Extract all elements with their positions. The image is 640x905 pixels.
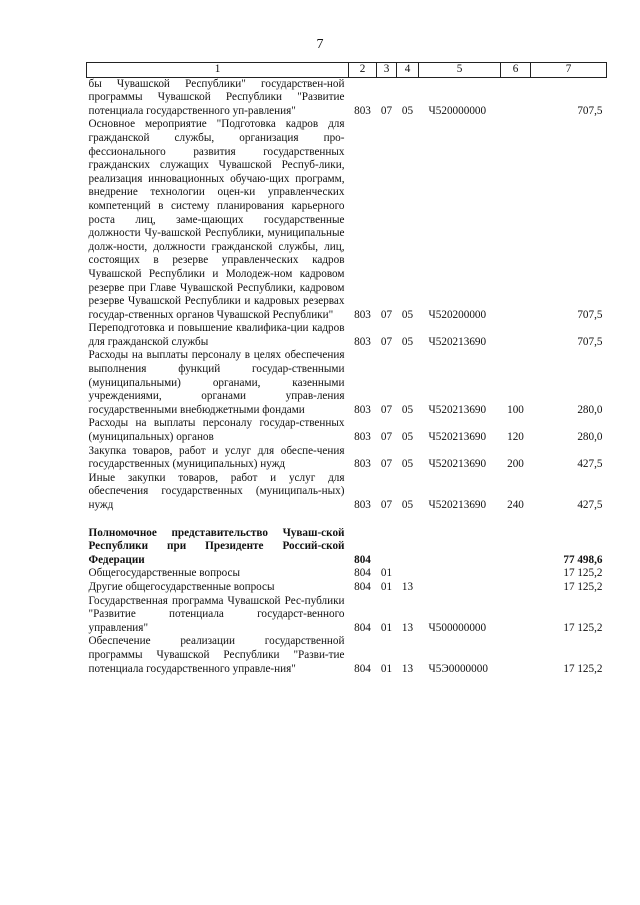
row-subsection-code: 05 <box>401 104 414 117</box>
row-expense-type <box>501 581 531 595</box>
row-ministry-code: 804 <box>354 580 371 593</box>
row-name-cell: Закупка товаров, работ и услуг для обеспе-чения государственных (муниципальных) нужд <box>88 444 345 471</box>
row-subsection-code: 05 <box>401 403 414 416</box>
row-section-code: 01 <box>380 621 393 634</box>
row-target-article: Ч520213690 <box>428 431 487 444</box>
row-amount: 280,0 <box>577 403 603 416</box>
row-ministry-code: 803 <box>354 104 371 117</box>
row-target-article: Ч520213690 <box>428 458 487 471</box>
row-section-code: 01 <box>380 580 393 593</box>
row-target-article: Ч5Э0000000 <box>428 662 488 675</box>
row-amount: 17 125,2 <box>563 580 603 593</box>
row-name-cell: Другие общегосударственные вопросы <box>88 580 275 593</box>
row-amount: 707,5 <box>577 104 603 117</box>
row-expense-type <box>501 567 531 581</box>
row-target-article: Ч520213690 <box>428 403 487 416</box>
row-target-article <box>419 581 501 595</box>
row-amount: 17 125,2 <box>563 621 603 634</box>
row-target-article: Ч500000000 <box>428 621 487 634</box>
row-ministry-code: 804 <box>354 553 371 566</box>
row-name-cell: Расходы на выплаты персоналу государ-ственных (муниципальных) органов <box>88 417 345 444</box>
row-name-cell: Переподготовка и повышение квалифика-ции кадров для гражданской службы <box>88 322 345 348</box>
row-amount: 17 125,2 <box>563 567 603 580</box>
row-subsection-code <box>397 567 419 581</box>
row-expense-type <box>501 118 531 322</box>
table-row <box>87 118 607 322</box>
row-section-code: 07 <box>380 104 393 117</box>
budget-table <box>86 62 607 676</box>
row-subsection-code: 05 <box>401 458 414 471</box>
row-section-code: 01 <box>380 567 393 580</box>
row-name-cell: Полномочное представительство Чуваш-ской Республики при Президенте Россий-ской Федерации <box>88 526 345 566</box>
header-col-7: 7 <box>531 63 607 78</box>
row-expense-type: 240 <box>507 499 524 511</box>
row-section-code: 07 <box>380 431 393 444</box>
table-row <box>87 635 607 676</box>
row-expense-type: 120 <box>507 431 524 444</box>
row-expense-type: 200 <box>507 458 524 471</box>
header-col-5: 5 <box>419 63 501 78</box>
row-amount: 77 498,6 <box>563 553 603 566</box>
table-row <box>87 595 607 636</box>
row-subsection-code: 13 <box>401 580 414 593</box>
row-name-cell: бы Чувашской Республики" государствен-ной программы Чувашской Республики "Развитие потенциала государственного уп-равления" <box>88 77 345 117</box>
row-expense-type <box>501 527 531 568</box>
row-target-article <box>419 567 501 581</box>
table-row <box>87 445 607 472</box>
row-ministry-code: 804 <box>354 567 371 580</box>
header-col-3: 3 <box>377 63 397 78</box>
row-subsection-code: 13 <box>401 621 414 634</box>
row-ministry-code: 803 <box>354 431 371 444</box>
row-section-code: 07 <box>380 403 393 416</box>
row-ministry-code: 803 <box>354 403 371 416</box>
page-number: 7 <box>316 37 324 52</box>
table-body <box>87 77 607 676</box>
row-section-code <box>377 527 397 568</box>
row-section-code: 01 <box>380 662 393 675</box>
spacer-cell <box>87 513 607 527</box>
table-row <box>87 349 607 417</box>
spacer-row <box>87 513 607 527</box>
row-ministry-code: 803 <box>354 335 371 348</box>
header-col-4: 4 <box>397 63 419 78</box>
row-name-cell: Обеспечение реализации государственной программы Чувашской Республики "Разви-тие потенциала государственного управле-ния" <box>88 635 345 675</box>
row-subsection-code: 13 <box>401 662 414 675</box>
row-amount: 280,0 <box>577 431 603 444</box>
table-row <box>87 417 607 444</box>
row-section-code: 07 <box>380 499 393 511</box>
row-expense-type <box>501 77 531 118</box>
table-row <box>87 322 607 349</box>
table-row <box>87 77 607 118</box>
row-section-code: 07 <box>380 458 393 471</box>
row-subsection-code: 05 <box>401 431 414 444</box>
row-amount: 707,5 <box>577 335 603 348</box>
row-name-cell: Общегосударственные вопросы <box>88 567 241 580</box>
row-section-code: 07 <box>380 335 393 348</box>
row-subsection-code: 05 <box>401 499 414 511</box>
row-subsection-code: 05 <box>401 308 414 321</box>
row-ministry-code: 803 <box>354 308 371 321</box>
row-ministry-code: 804 <box>354 621 371 634</box>
row-target-article: Ч520000000 <box>428 104 487 117</box>
table-row <box>87 527 607 568</box>
table-row <box>87 472 607 513</box>
row-target-article: Ч520213690 <box>428 335 487 348</box>
row-expense-type <box>501 635 531 676</box>
header-col-6: 6 <box>501 63 531 78</box>
row-section-code: 07 <box>380 308 393 321</box>
row-name-cell: Иные закупки товаров, работ и услуг для обеспечения государственных (муниципаль-ных) нужд <box>88 471 345 511</box>
row-target-article: Ч520200000 <box>428 308 487 321</box>
header-col-2: 2 <box>349 63 377 78</box>
row-subsection-code <box>397 527 419 568</box>
row-name-cell: Государственная программа Чувашской Рес-публики "Развитие потенциала государст-венного управления" <box>88 594 345 634</box>
row-amount: 427,5 <box>577 458 603 471</box>
table-header-row <box>87 63 607 78</box>
row-ministry-code: 804 <box>354 662 371 675</box>
row-ministry-code: 803 <box>354 499 371 511</box>
row-name-cell: Расходы на выплаты персоналу в целях обеспечения выполнения функций государ-ственными (муниципальными) органами, казенными учреждениями, органами управ-ления государственными внебюджетными фондами <box>88 349 345 416</box>
row-expense-type <box>501 322 531 349</box>
row-amount: 707,5 <box>577 308 603 321</box>
table-row <box>87 581 607 595</box>
row-target-article: Ч520213690 <box>428 499 487 511</box>
row-amount: 427,5 <box>577 499 603 511</box>
row-expense-type: 100 <box>507 403 524 416</box>
row-expense-type <box>501 595 531 636</box>
header-col-1: 1 <box>87 63 349 78</box>
row-target-article <box>419 527 501 568</box>
row-subsection-code: 05 <box>401 335 414 348</box>
row-name-cell: Основное мероприятие "Подготовка кадров для гражданской службы, организация про-фессионального развития государственных гражданских служащих Чувашской Респуб-лики, реализация инновационных обучаю-щих программ, внедрение технологии оцен-ки управленческих компетенций в систему планирования карьерного роста лиц, заме-щающих государственные должности Чу-вашской Республики, муниципальные долж-ности, должности гражданской службы, лиц, состоящих в резерве управленческих кадров Чувашской Республики и Молодеж-ном кадровом резерве при Главе Чувашской Республики, кадровом резерве Чувашской Республики и кадровых резервах государ-ственных органов Чувашской Республики" <box>88 118 345 321</box>
row-ministry-code: 803 <box>354 458 371 471</box>
table-row <box>87 567 607 581</box>
row-amount: 17 125,2 <box>563 662 603 675</box>
